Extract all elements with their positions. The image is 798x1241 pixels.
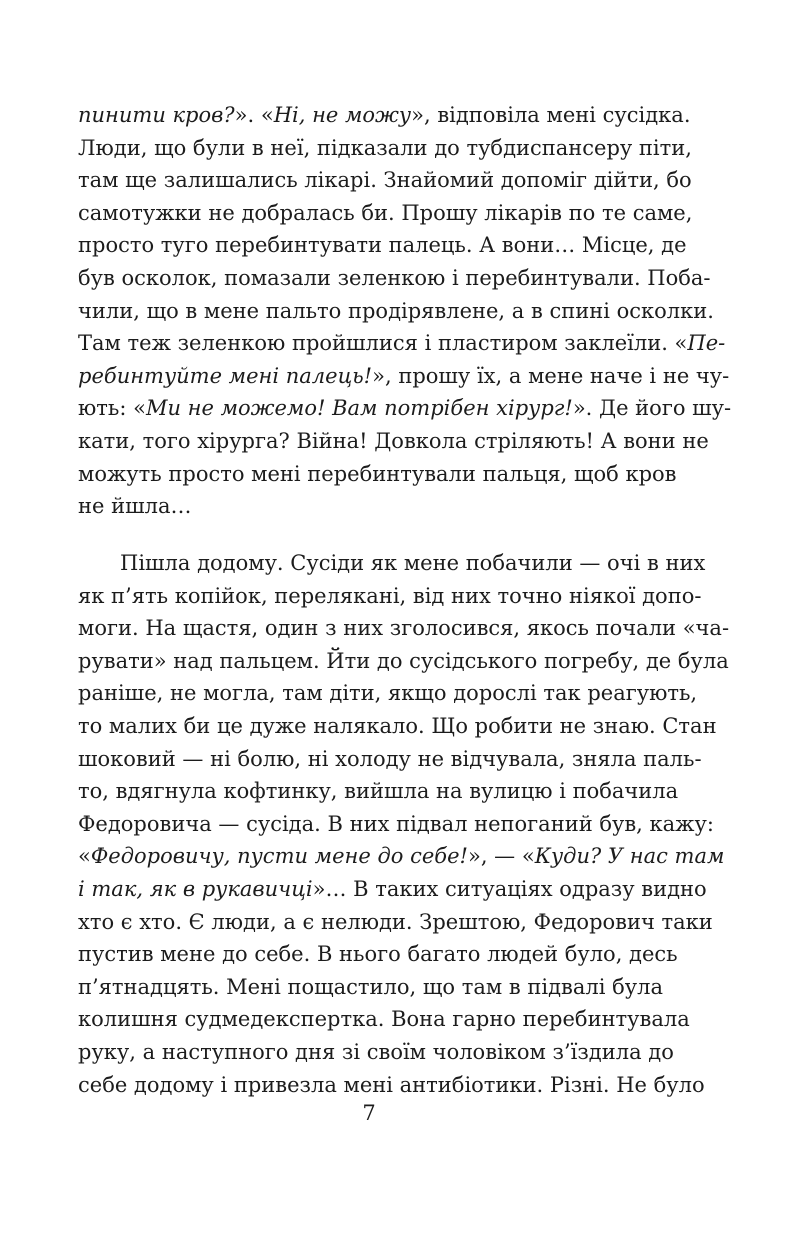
text-line — [78, 677, 698, 710]
text-run: просто туго перебинтувати палець. А вони… Місце, де — [78, 233, 687, 258]
paragraph — [78, 547, 730, 1101]
text-line — [78, 840, 725, 873]
text-line — [78, 775, 679, 808]
text-run: », — « — [467, 844, 535, 869]
text-line — [78, 425, 709, 458]
text-run: ». « — [234, 103, 274, 127]
text-line — [78, 295, 714, 328]
text-line — [78, 906, 713, 939]
italic-quote: Куди? У нас там — [534, 844, 725, 869]
italic-quote: Федоровичу, пусти мене до себе! — [90, 844, 468, 869]
text-run: був осколок, помазали зеленкою і перебинтували. Поба- — [78, 265, 711, 290]
text-run: чили, що в мене пальто продірявлене, а в спині осколки. — [78, 298, 714, 323]
italic-quote: і так, як в рукавичці — [78, 876, 313, 901]
text-run: « — [78, 844, 91, 869]
text-run: себе додому і привезла мені антибіотики. Різні. Не було — [78, 1072, 705, 1097]
text-run: хто є хто. Є люди, а є нелюди. Зрештою, Федорович таки — [78, 909, 713, 934]
italic-quote: Пе- — [687, 331, 726, 356]
text-run: шоковий — ні болю, ні холоду не відчувала, зняла паль- — [78, 746, 702, 771]
text-run: Федоровича — сусіда. В них підвал непоганий був, кажу: — [78, 811, 714, 836]
text-line — [78, 360, 730, 393]
italic-quote: ребинтуйте мені палець! — [78, 363, 373, 388]
text-line — [78, 1003, 690, 1036]
text-line — [78, 458, 677, 491]
text-run: рувати» над пальцем. Йти до сусідського погребу, де була — [78, 648, 729, 673]
text-line — [78, 612, 730, 645]
text-run: раніше, не могла, там діти, якщо дорослі так реагують, — [78, 681, 698, 706]
text-run: колишня судмедекспертка. Вона гарно перебинтувала — [78, 1007, 690, 1032]
text-run: то, вдягнула кофтинку, вийшла на вулицю і побачила — [78, 779, 679, 804]
text-line — [78, 1069, 705, 1102]
paragraph — [78, 99, 732, 523]
text-run: руку, а наступного дня зі своїм чоловіком з’їздила до — [78, 1039, 674, 1064]
text-line — [78, 132, 692, 165]
text-line — [78, 327, 726, 360]
text-line — [78, 645, 729, 678]
text-run: ». Де його шу- — [572, 396, 732, 421]
text-line — [78, 873, 707, 906]
italic-quote: пинити кров? — [78, 103, 235, 127]
text-run: ють: « — [78, 396, 146, 421]
text-line — [78, 938, 678, 971]
text-line — [78, 392, 732, 425]
text-run: пустив мене до себе. В нього багато людей було, десь — [78, 942, 678, 967]
text-run: », відповіла мені сусідка. — [411, 103, 691, 127]
text-line — [78, 743, 702, 776]
text-run: кати, того хірурга? Війна! Довкола стріляють! А вони не — [78, 428, 709, 453]
text-run: п’ятнадцять. Мені пощастило, що там в підвалі була — [78, 974, 663, 999]
text-run: Там теж зеленкою пройшлися і пластиром заклеїли. « — [78, 331, 688, 356]
text-run: то малих би це дуже налякало. Що робити не знаю. Стан — [78, 713, 717, 738]
text-run: Люди, що були в неї, підказали до тубдиспансеру піти, — [78, 135, 692, 160]
text-line — [78, 262, 711, 295]
text-line — [78, 229, 687, 262]
text-run: Пішла додому. Сусіди як мене побачили — очі в них — [120, 551, 706, 575]
text-run: моги. На щастя, один з них зголосився, якось почали «ча- — [78, 616, 730, 641]
text-line — [78, 710, 717, 743]
text-run: »… В таких ситуаціях одразу видно — [312, 876, 707, 901]
text-run: самотужки не добралась би. Прошу лікарів по те саме, — [78, 200, 693, 225]
text-line — [78, 808, 714, 841]
text-line — [78, 99, 691, 132]
text-line — [78, 580, 702, 613]
text-line — [78, 971, 663, 1004]
italic-quote: Ні, не можу — [273, 103, 412, 127]
text-run: там ще залишались лікарі. Знайомий допоміг дійти, бо — [78, 168, 692, 193]
text-line — [78, 164, 692, 197]
text-line — [78, 490, 663, 523]
italic-quote: Ми не можемо! Вам потрібен хірург! — [145, 396, 573, 421]
text-run: можуть просто мені перебинтували пальця, щоб кров — [78, 461, 677, 486]
text-run: як п’ять копійок, перелякані, від них точно ніякої допо- — [78, 583, 702, 608]
text-line — [78, 547, 706, 580]
text-run: », прошу їх, а мене наче і не чу- — [372, 363, 730, 388]
text-line — [78, 197, 693, 230]
text-run: не йшла… — [78, 494, 192, 519]
page-number: 7 — [362, 1101, 376, 1125]
text-line — [78, 1036, 674, 1069]
